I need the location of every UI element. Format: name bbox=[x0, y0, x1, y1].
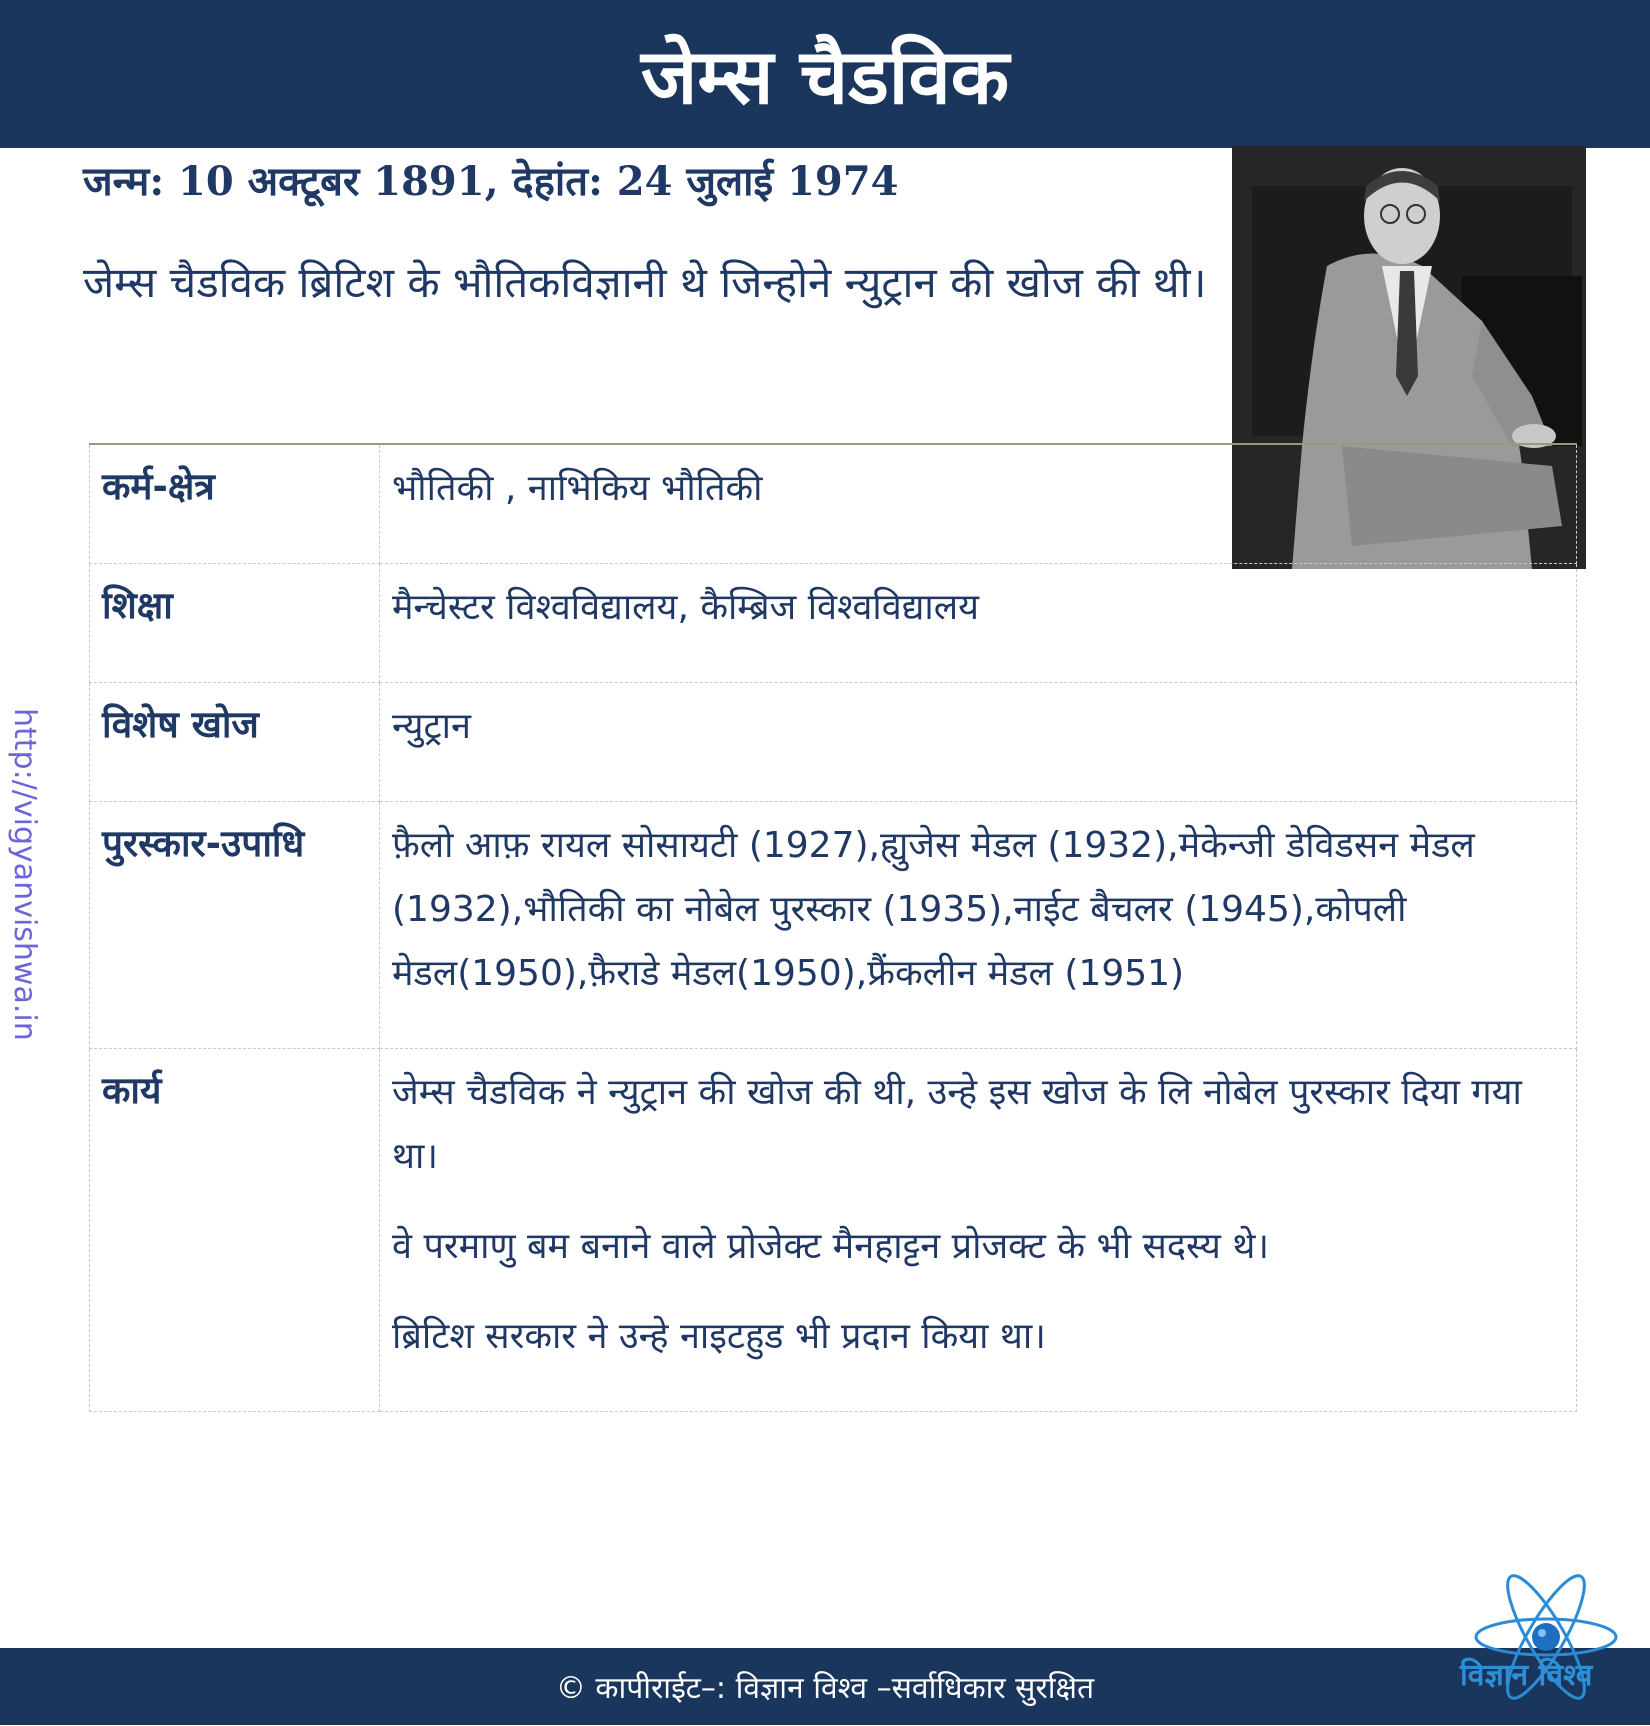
side-url-text[interactable]: http://vigyanvishwa.in bbox=[7, 708, 42, 1041]
row-value-paragraph: फ़ैलो आफ़ रायल सोसायटी (1927),ह्युजेस मेडल (1932),मेकेन्जी डेविडसन मेडल (1932),भौतिकी का नोबेल पुरस्कार (1935),नाईट बैचलर (1945),कोपली मेडल(1950),फ़ैराडे मेडल(1950),फ्रैंकलीन मेडल (1951) bbox=[392, 825, 1475, 994]
row-value-paragraph: जेम्स चैडविक ने न्युट्रान की खोज की थी, उन्हे इस खोज के लि नोबेल पुरस्कार दिया गया था। bbox=[392, 1072, 1522, 1177]
title-banner bbox=[0, 0, 1650, 148]
table-row bbox=[90, 1049, 1577, 1412]
row-value bbox=[380, 802, 1577, 1049]
row-value-paragraph: न्युट्रान bbox=[392, 706, 471, 747]
row-value-paragraph: भौतिकी , नाभिकिय भौतिकी bbox=[392, 468, 763, 509]
atom-logo-icon bbox=[1458, 1572, 1633, 1722]
row-label: विशेष खोज bbox=[90, 683, 380, 802]
life-dates: जन्म: 10 अक्टूबर 1891, देहांत: 24 जुलाई 1974 bbox=[83, 158, 899, 205]
logo-text: विज्ञान विश्व bbox=[1460, 1658, 1593, 1693]
row-value bbox=[380, 444, 1577, 564]
row-value-paragraph: वे परमाणु बम बनाने वाले प्रोजेक्ट मैनहाट्टन प्रोजक्ट के भी सदस्य थे। bbox=[392, 1226, 1269, 1267]
row-value bbox=[380, 1049, 1577, 1412]
row-label: कर्म-क्षेत्र bbox=[90, 444, 380, 564]
copyright-text: © कापीराईट–: विज्ञान विश्व –सर्वाधिकार सुरक्षित bbox=[555, 1671, 1095, 1706]
footer-bar bbox=[0, 1648, 1650, 1725]
row-label: पुरस्कार-उपाधि bbox=[90, 802, 380, 1049]
info-table bbox=[89, 443, 1577, 1412]
row-label: शिक्षा bbox=[90, 564, 380, 683]
row-value bbox=[380, 683, 1577, 802]
row-value-paragraph: मैन्चेस्टर विश्वविद्यालय, कैम्ब्रिज विश्वविद्यालय bbox=[392, 587, 979, 628]
table-row bbox=[90, 564, 1577, 683]
table-row bbox=[90, 802, 1577, 1049]
row-value bbox=[380, 564, 1577, 683]
table-row bbox=[90, 444, 1577, 564]
row-label: कार्य bbox=[90, 1049, 380, 1412]
intro-text: जेम्स चैडविक ब्रिटिश के भौतिकविज्ञानी थे जिन्होने न्युट्रान की खोज की थी। bbox=[83, 258, 1207, 307]
page-title: जेम्स चैडविक bbox=[640, 31, 1010, 121]
table-row bbox=[90, 683, 1577, 802]
side-url[interactable] bbox=[4, 708, 44, 1088]
row-value-paragraph: ब्रिटिश सरकार ने उन्हे नाइटहुड भी प्रदान किया था। bbox=[392, 1316, 1046, 1357]
